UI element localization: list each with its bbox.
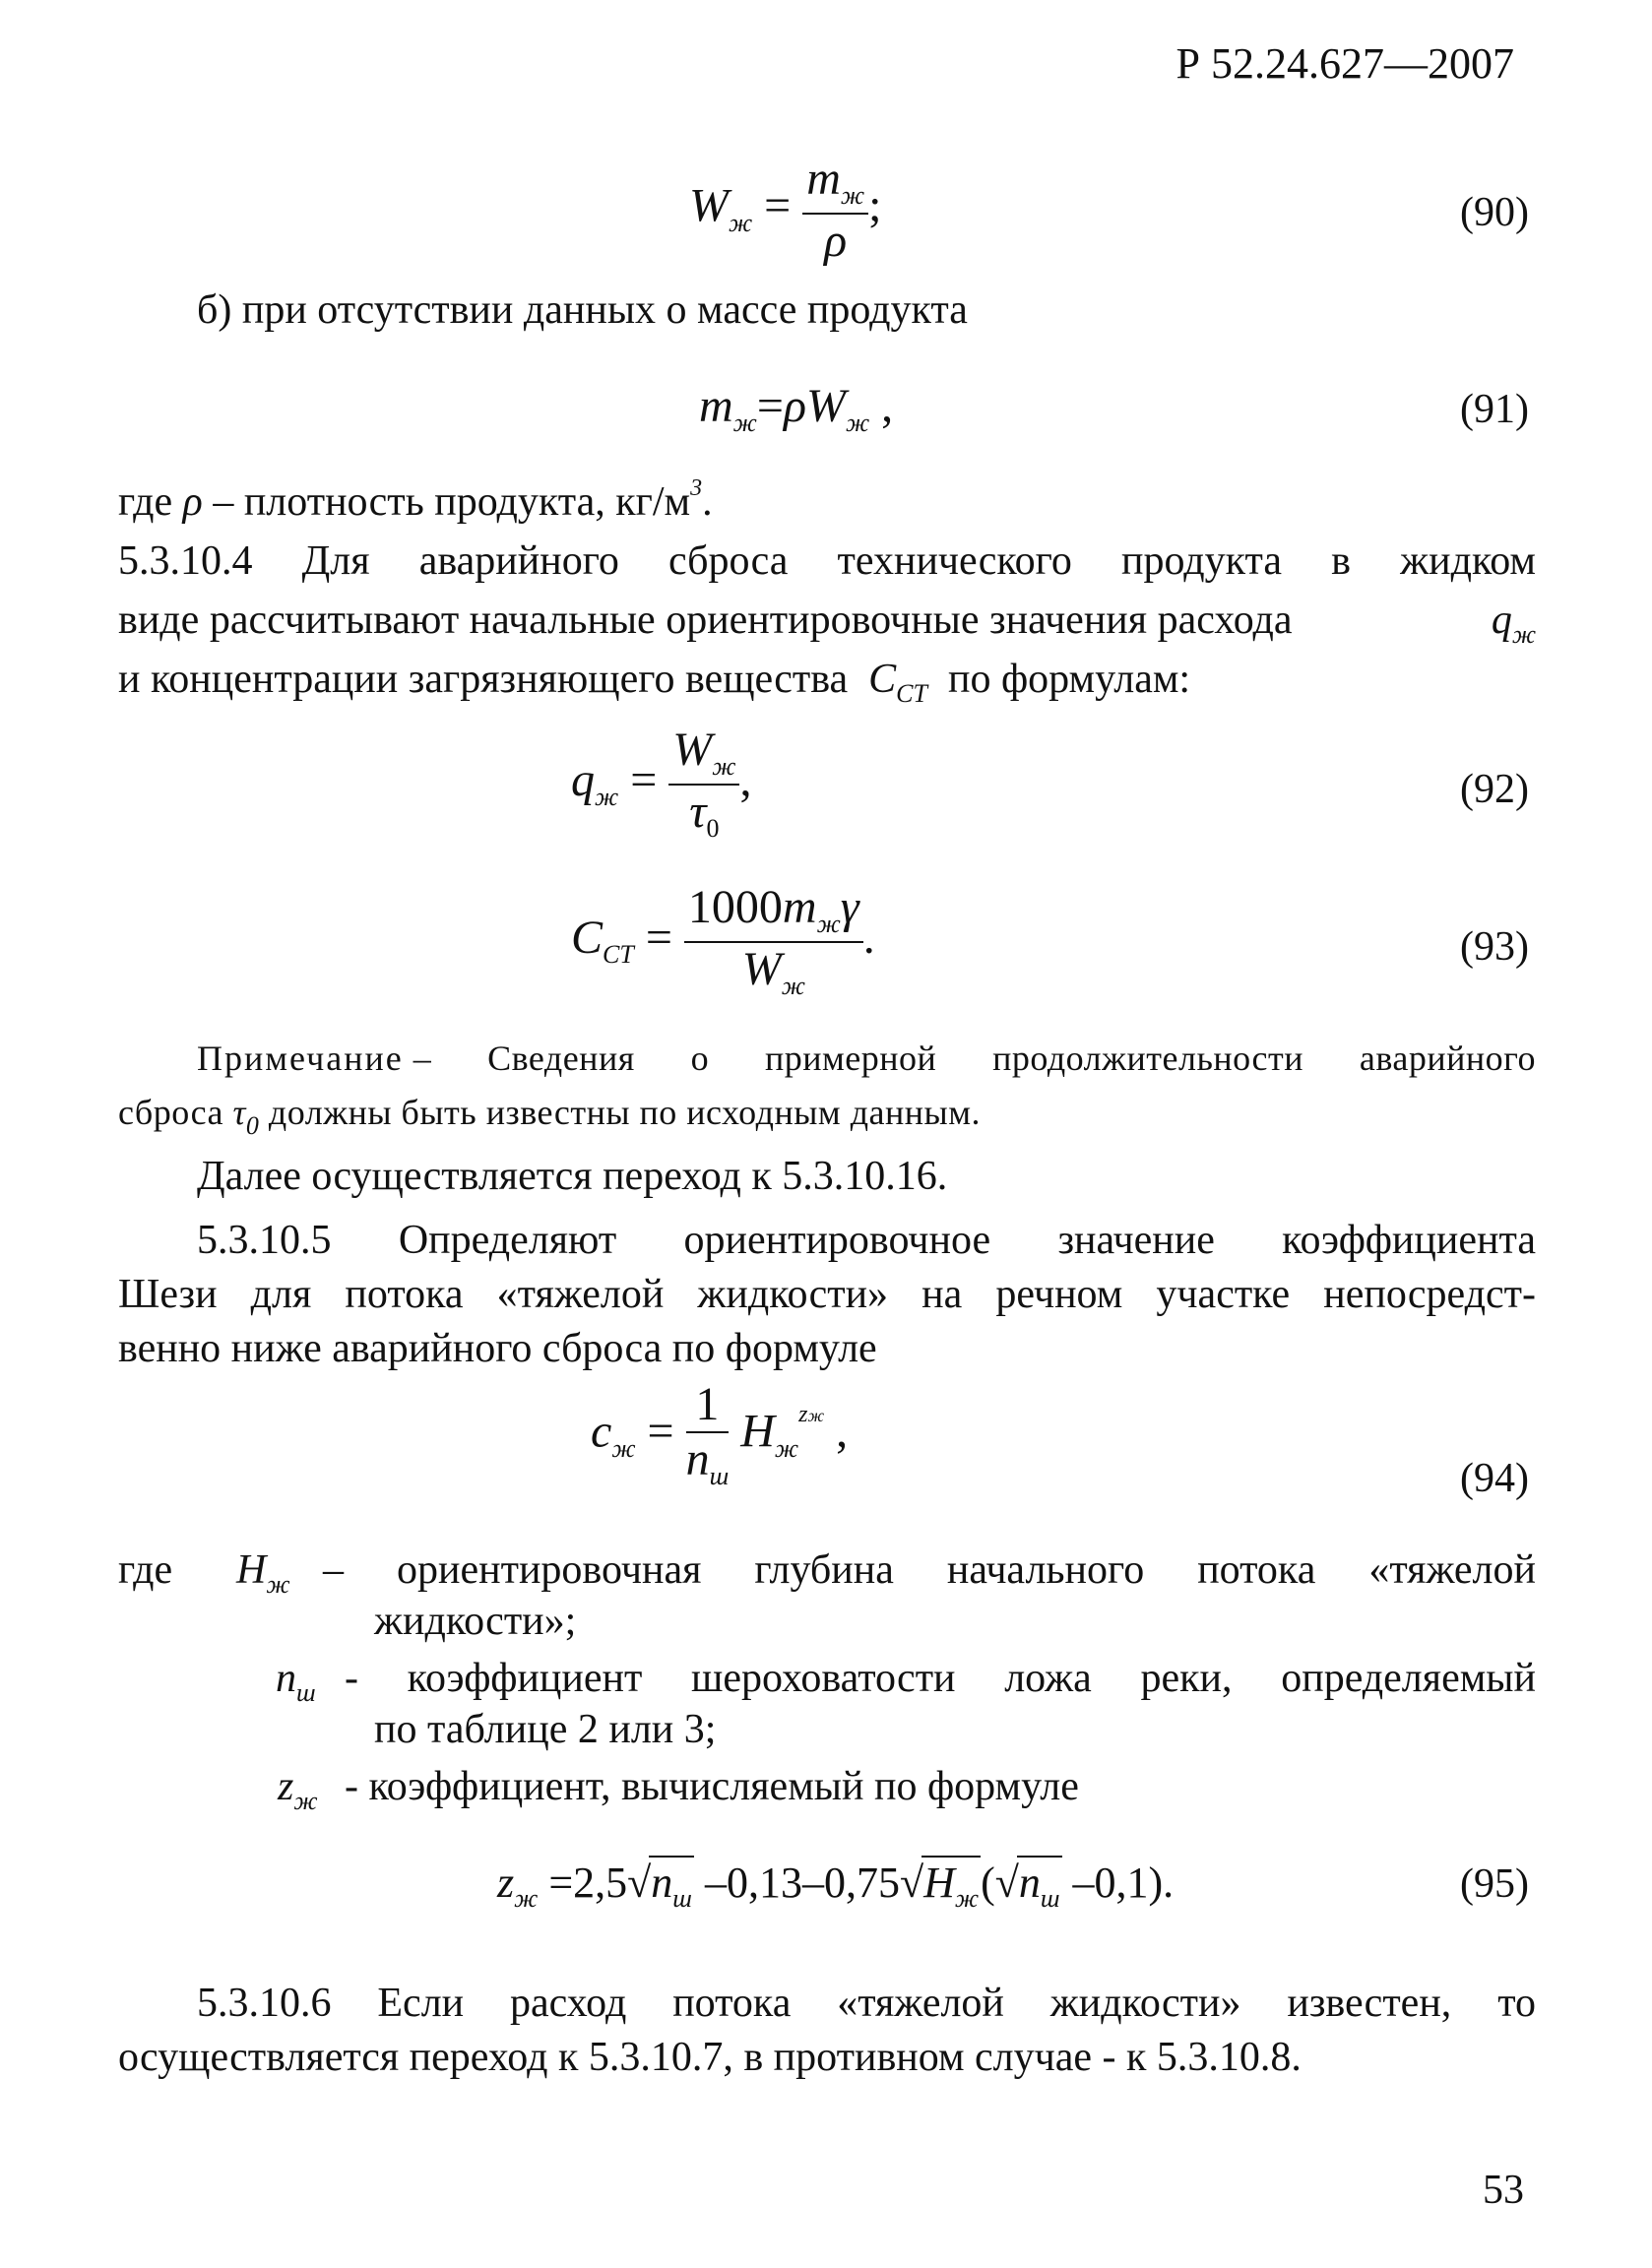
para-5-3-10-4-line2: виде рассчитывают начальные ориентировочные значения расхода $q_ж$	[118, 598, 1536, 649]
where-rho-definition: где ρ – плотность продукта, $кг/м^3$.	[118, 475, 713, 525]
para-5-3-10-5-line2: Шези для потока «тяжелой жидкости» на речном участке непосредст-	[118, 1272, 1536, 1317]
def-n-symbol: $n_ш$	[276, 1656, 316, 1707]
def-h-text2: жидкости»;	[374, 1599, 577, 1644]
equation-94: $c_ж$ = $\frac{1}{n_ш}$ $H_ж^{zж}$ ,	[591, 1378, 849, 1490]
equation-92-number: (92)	[1460, 767, 1529, 812]
document-number: Р 52.24.627—2007	[1175, 39, 1514, 88]
para-5-3-10-5-line3: венно ниже аварийного сброса по формуле	[118, 1326, 877, 1371]
def-n-text2: по таблице 2 или 3;	[374, 1707, 717, 1752]
equation-92: $q_ж$ = $\frac{W_ж}{\tau_0}$ ,	[571, 724, 752, 843]
equation-95: $z_ж =2,5√n_ш$ $-0,13-0,75√H_ж(√n_ш$ –0,1).	[497, 1856, 1174, 1908]
equation-90-number: (90)	[1460, 190, 1529, 235]
note-label: Примечание	[197, 1039, 404, 1078]
page-number: 53	[1483, 2168, 1524, 2213]
equation-90: $W_ж$ = $\frac{m_ж}{\rho}$ ;	[689, 153, 882, 267]
equation-93: $C_{СТ}$ = $\frac{1000m_ж\gamma}{W_ж}$ .	[571, 881, 875, 1000]
para-5-3-10-5-line1: 5.3.10.5 Определяют ориентировочное значение коэффициента	[197, 1218, 1536, 1263]
para-5-3-10-4-line1: 5.3.10.4 Для аварийного сброса технического продукта в жидком	[118, 538, 1536, 584]
def-z-text: - коэффициент, вычисляемый по формуле	[345, 1764, 1079, 1809]
equation-91: $m_ж=\rho W_ж$ ,	[699, 380, 894, 437]
def-h-text1: – ориентировочная глубина начального потока «тяжелой	[323, 1547, 1536, 1593]
note-line2: сброса $\tau_0$ должны быть известны по исходным данным.	[118, 1093, 981, 1140]
defs-where: где	[118, 1547, 173, 1593]
def-z-symbol: $z_ж$	[278, 1764, 318, 1815]
note-line1: Примечание – Сведения о примерной продолжительности аварийного	[197, 1034, 1536, 1083]
equation-91-number: (91)	[1460, 387, 1529, 432]
def-h-symbol: $H_ж$	[236, 1547, 290, 1599]
para-5-3-10-6-line2: осуществляется переход к 5.3.10.7, в противном случае - к 5.3.10.8.	[118, 2035, 1302, 2080]
equation-95-number: (95)	[1460, 1861, 1529, 1907]
equation-94-number: (94)	[1460, 1456, 1529, 1501]
paragraph-b: б) при отсутствии данных о массе продукта	[197, 287, 968, 333]
transition-text: Далее осуществляется переход к 5.3.10.16.	[197, 1154, 948, 1199]
equation-93-number: (93)	[1460, 924, 1529, 970]
def-n-text1: - коэффициент шероховатости ложа реки, определяемый	[345, 1656, 1536, 1701]
para-5-3-10-4-line3: и концентрации загрязняющего вещества $C_{СТ}$ по формулам:	[118, 657, 1191, 708]
para-5-3-10-6-line1: 5.3.10.6 Если расход потока «тяжелой жидкости» известен, то	[197, 1981, 1536, 2026]
